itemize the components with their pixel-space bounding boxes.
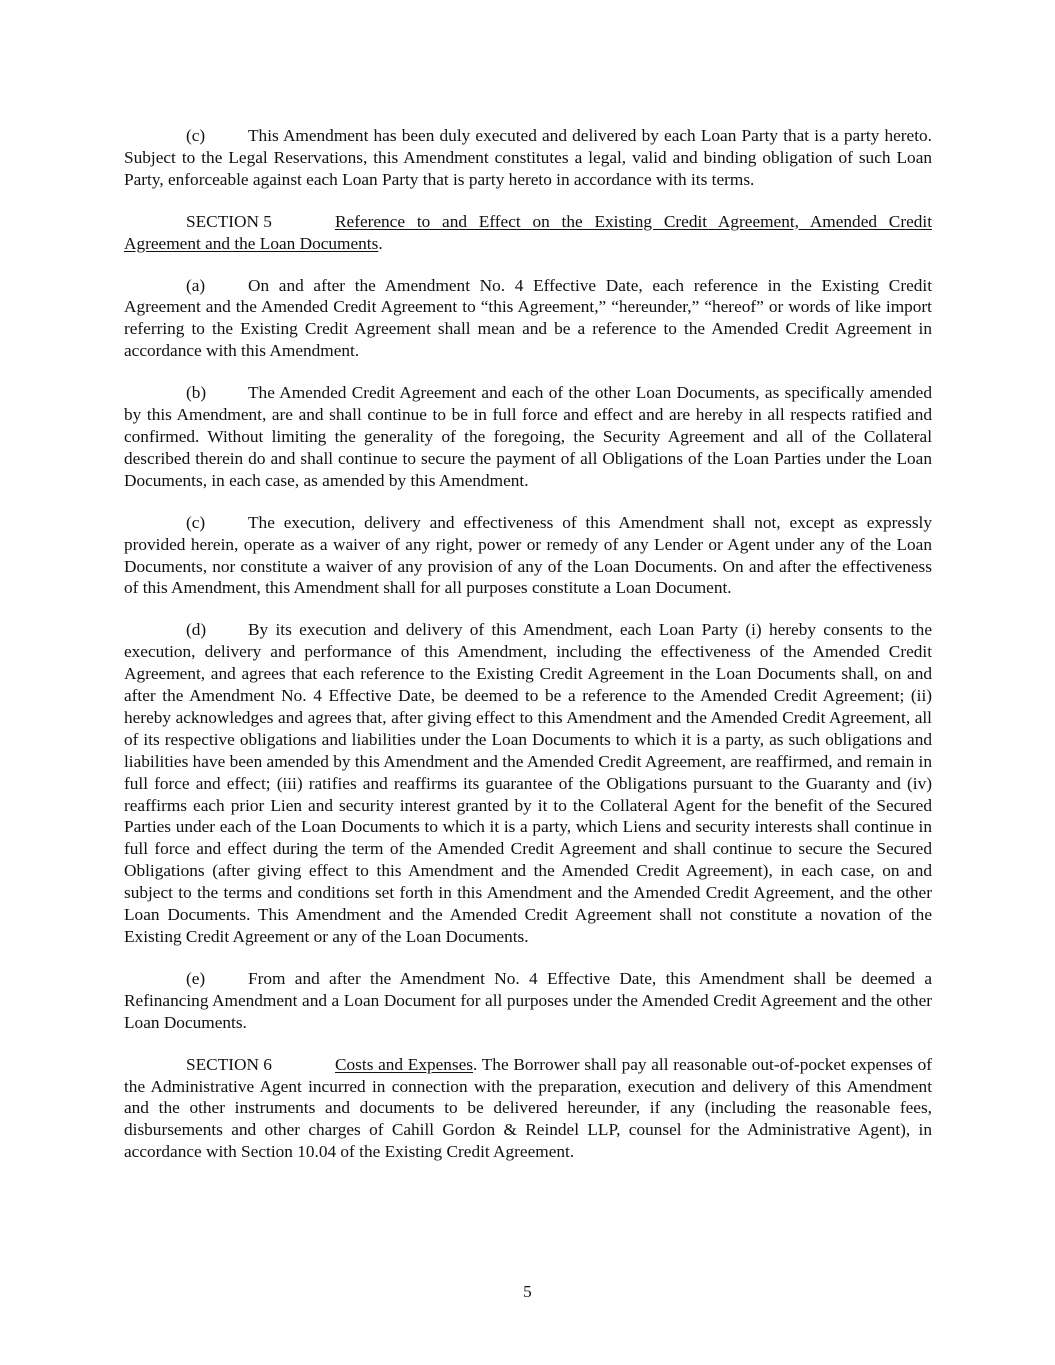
paragraph-text: By its execution and delivery of this Amendment, each Loan Party (i) hereby consents to the execution, delivery and performance of this Amendment, including the effectiveness of the Amended Credit Agreement, and agrees that each reference to the Existing Credit Agreement in the Loan Documents shall, on and after the Amendment No. 4 Effective Date, be deemed to be a reference to the Amended Credit Agreement; (ii) hereby acknowledges and agrees that, after giving effect to this Amendment and the Amended Credit Agreement, all of its respective obligations and liabilities under the Loan Documents to which it is a party, as such obligations and liabilities have been amended by this Amendment and the Amended Credit Agreement, are reaffirmed, and remain in full force and effect; (iii) ratifies and reaffirms its guarantee of the Obligations pursuant to the Guaranty and (iv) reaffirms each prior Lien and security interest granted by it to the Collateral Agent for the benefit of the Secured Parties under each of the Loan Documents to which it is a party, which Liens and security interests shall continue in full force and effect during the term of the Amended Credit Agreement and shall continue to secure the Secured Obligations (after giving effect to this Amendment and the Amended Credit Agreement), in each case, on and subject to the terms and conditions set forth in this Amendment and the Amended Credit Agreement, and the other Loan Documents. This Amendment and the Amended Credit Agreement shall not constitute a novation of the Existing Credit Agreement or any of the Loan Documents.: [124, 620, 932, 946]
document-page: [124, 125, 932, 1183]
paragraph-text: The Amended Credit Agreement and each of the other Loan Documents, as specifically amended by this Amendment, are and shall continue to be in full force and effect and are hereby in all respects ratified and confirmed. Without limiting the generality of the foregoing, the Security Agreement and all of the Collateral described therein do and shall continue to secure the payment of all Obligations of the Loan Parties under the Loan Documents, in each case, as amended by this Amendment.: [124, 383, 932, 490]
paragraph-label: (c): [186, 512, 206, 532]
paragraph-text: . The Borrower shall pay all reasonable out-of-pocket expenses of the Administrative Agent incurred in connection with the preparation, execution and delivery of this Amendment and the other instruments and documents to be delivered hereunder, if any (including the reasonable fees, disbursements and other charges of Cahill Gordon & Reindel LLP, counsel for the Administrative Agent), in accordance with Section 10.04 of the Existing Credit Agreement.: [124, 1054, 933, 1162]
paragraph-text: The execution, delivery and effectiveness of this Amendment shall not, except as expressly provided herein, operate as a waiver of any right, power or remedy of any Lender or Agent under any of the Loan Documents, nor constitute a waiver of any provision of any of the Loan Documents. On and after the effectiveness of this Amendment, this Amendment shall for all purposes constitute a Loan Document.: [124, 512, 932, 598]
section-title: Reference to and Effect on the Existing Credit Agreement, Amended Credit Agreement and the Loan Documents: [124, 211, 932, 253]
section-label: SECTION 6: [186, 1054, 272, 1074]
section-title: Costs and Expenses: [335, 1054, 474, 1074]
section-5-heading: [124, 211, 932, 255]
section-label: SECTION 5: [186, 211, 272, 231]
paragraph-5c: [124, 512, 932, 600]
paragraph-5b: [124, 382, 932, 492]
section-title-end: .: [378, 233, 383, 253]
paragraph-4c: [124, 125, 932, 191]
paragraph-label: (c): [186, 126, 206, 145]
paragraph-text: On and after the Amendment No. 4 Effective Date, each reference in the Existing Credit Agreement and the Amended Credit Agreement to “this Agreement,” “hereunder,” “hereof” or words of like import referring to the Existing Credit Agreement shall mean and be a reference to the Amended Credit Agreement in accordance with this Amendment.: [124, 275, 932, 361]
paragraph-label: (d): [186, 620, 207, 640]
paragraph-text: From and after the Amendment No. 4 Effective Date, this Amendment shall be deemed a Refinancing Amendment and a Loan Document for all purposes under the Amended Credit Agreement and the other Loan Documents.: [124, 968, 932, 1032]
page-number: 5: [523, 1282, 532, 1301]
paragraph-label: (b): [186, 383, 207, 403]
paragraph-5d: [124, 619, 932, 948]
paragraph-text: This Amendment has been duly executed and delivered by each Loan Party that is a party hereto. Subject to the Legal Reservations, this Amendment constitutes a legal, valid and binding obligation of such Loan Party, enforceable against each Loan Party that is party hereto in accordance with its terms.: [124, 126, 932, 189]
paragraph-label: (e): [186, 968, 206, 988]
paragraph-5e: [124, 968, 932, 1034]
section-6: [124, 1054, 932, 1164]
paragraph-label: (a): [186, 275, 206, 295]
paragraph-5a: [124, 275, 932, 363]
